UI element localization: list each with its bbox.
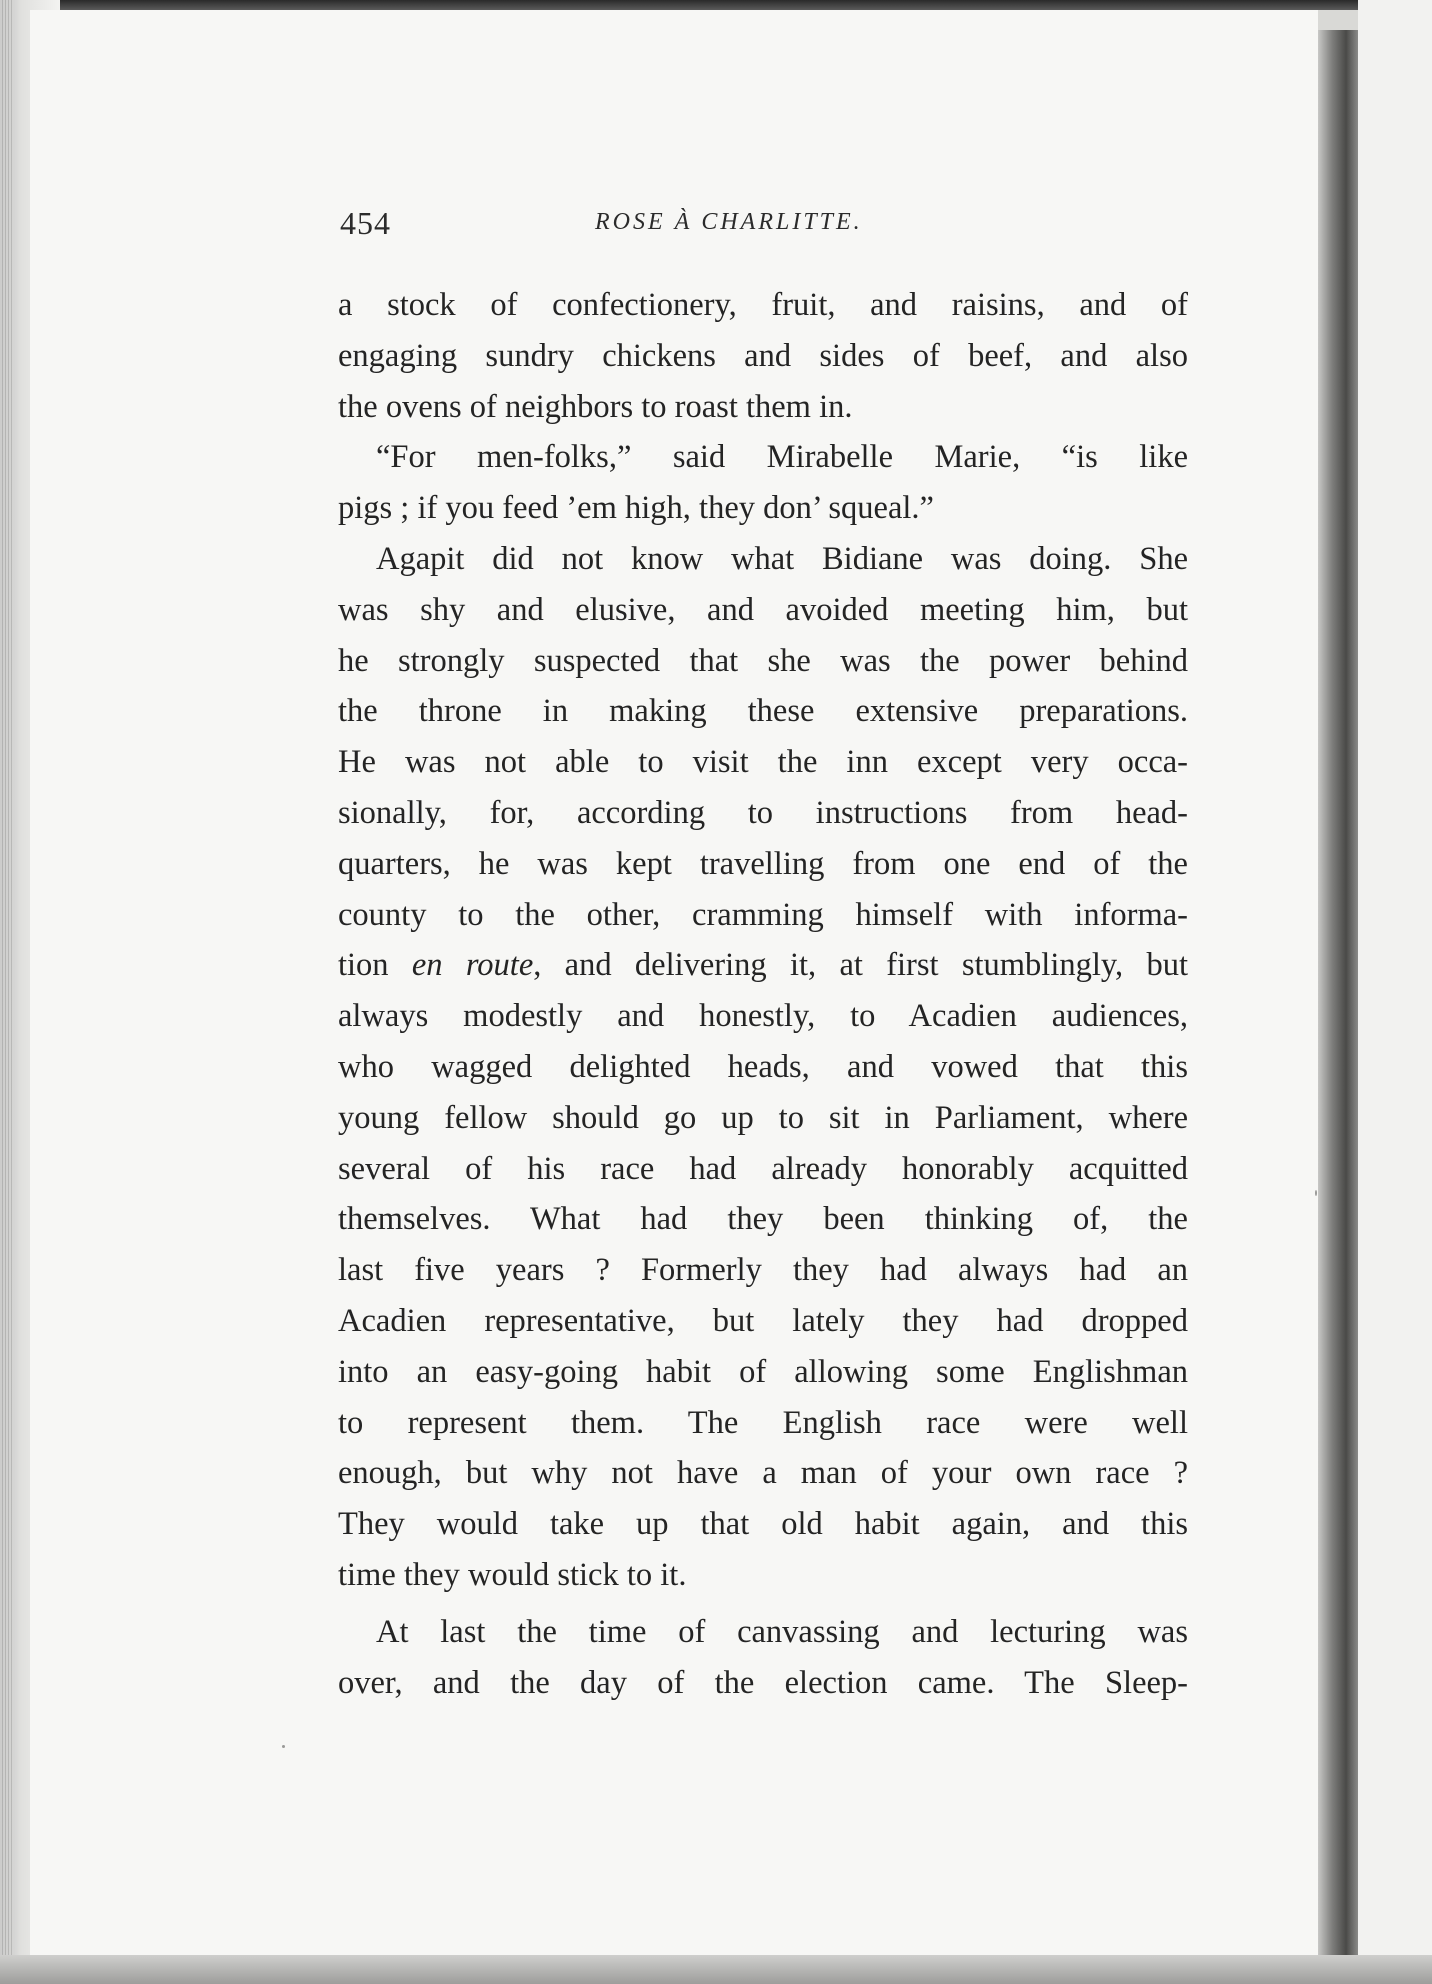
text-line: time they would stick to it. <box>338 1556 687 1593</box>
text-line: enough, but why not have a man of your own race ? <box>338 1455 1188 1492</box>
text-line: They would take up that old habit again, and this <box>338 1506 1188 1543</box>
text-line: county to the other, cramming himself with informa- <box>338 896 1188 933</box>
running-head <box>340 205 954 245</box>
scan-background-right <box>1358 0 1432 1984</box>
text-line: over, and the day of the election came. The Sleep- <box>338 1664 1188 1701</box>
body-text <box>338 280 1188 1708</box>
page-edge-right <box>1318 30 1358 1984</box>
text-line: always modestly and honestly, to Acadien audiences, <box>338 998 1188 1035</box>
text-line: was shy and elusive, and avoided meeting him, but <box>338 591 1188 628</box>
text-line: sionally, for, according to instructions from head- <box>338 794 1188 831</box>
text-line: several of his race had already honorably acquitted <box>338 1150 1188 1187</box>
text-line: into an easy-going habit of allowing some Englishman <box>338 1353 1188 1390</box>
text-line: last five years ? Formerly they had always had an <box>338 1252 1188 1289</box>
text-line: Agapit did not know what Bidiane was doing. She <box>376 540 1188 577</box>
text-fragment: , and delivering it, at first stumblingly, but <box>533 947 1188 984</box>
italic-phrase: en route <box>411 947 534 984</box>
text-line: Acadien representative, but lately they had dropped <box>338 1302 1188 1339</box>
text-line: the ovens of neighbors to roast them in. <box>338 388 853 425</box>
text-line: “For men-folks,” said Mirabelle Marie, “is like <box>376 439 1188 476</box>
text-fragment: tion <box>338 947 389 984</box>
text-line: At last the time of canvassing and lecturing was <box>376 1613 1188 1650</box>
scan-bottom-edge <box>0 1955 1432 1984</box>
text-line: to represent them. The English race were well <box>338 1404 1188 1441</box>
text-line: a stock of confectionery, fruit, and raisins, and of <box>338 287 1188 323</box>
text-line: pigs ; if you feed ’em high, they don’ squeal.” <box>338 490 934 527</box>
text-line: themselves. What had they been thinking of, the <box>338 1201 1188 1238</box>
text-line-mixed <box>338 940 1188 991</box>
text-line: the throne in making these extensive preparations. <box>338 693 1188 730</box>
text-line: quarters, he was kept travelling from one end of the <box>338 845 1188 882</box>
text-line: he strongly suspected that she was the power behind <box>338 642 1188 679</box>
running-title: ROSE À CHARLITTE. <box>595 209 863 235</box>
text-line: who wagged delighted heads, and vowed that this <box>338 1048 1188 1085</box>
text-line: He was not able to visit the inn except very occa- <box>338 744 1188 781</box>
scan-top-edge <box>0 0 1432 10</box>
text-line: young fellow should go up to sit in Parliament, where <box>338 1099 1188 1136</box>
page-stack-left <box>0 0 14 1984</box>
text-line: engaging sundry chickens and sides of beef, and also <box>338 337 1188 374</box>
page-number: 454 <box>340 205 391 241</box>
